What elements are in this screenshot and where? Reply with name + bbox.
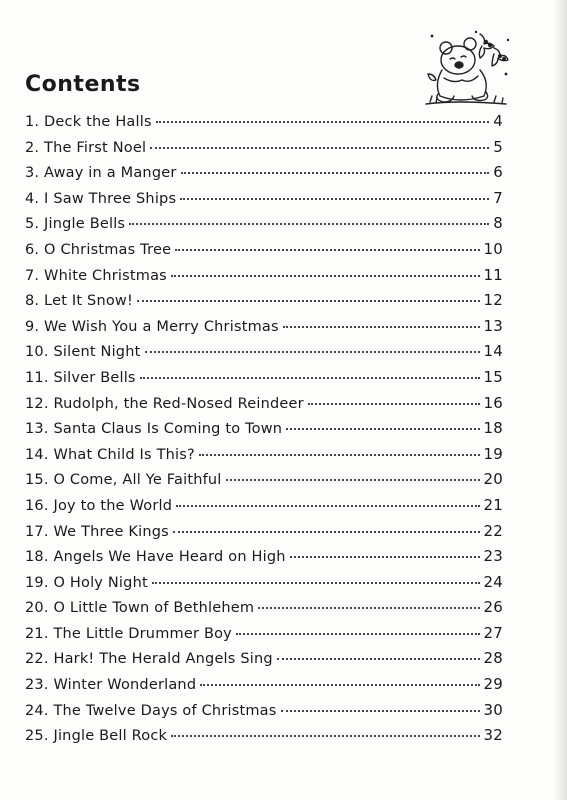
toc-leader-dots [286, 428, 479, 430]
toc-entry-title: 18. Angels We Have Heard on High [25, 549, 286, 566]
toc-entry-page-number: 12 [483, 291, 503, 310]
toc-entry-title: 16. Joy to the World [25, 497, 173, 514]
toc-entry [25, 189, 503, 215]
toc-leader-dots [199, 454, 480, 456]
toc-entry-page-number: 15 [483, 367, 503, 386]
toc-entry [25, 163, 503, 189]
toc-leader-dots [180, 198, 489, 200]
toc-entry [25, 573, 503, 599]
page-edge-shadow [553, 0, 567, 800]
toc-entry-title: 4. I Saw Three Ships [25, 190, 177, 207]
toc-leader-dots [171, 275, 480, 277]
toc-entry-title: 14. What Child Is This? [25, 446, 195, 463]
toc-entry-title: 20. O Little Town of Bethlehem [25, 600, 255, 617]
toc-entry [25, 342, 503, 368]
bear-illustration-art [424, 28, 512, 110]
toc-entry-page-number: 16 [483, 393, 503, 412]
toc-entry-title: 7. White Christmas [25, 267, 167, 284]
toc-entry-page-number: 24 [483, 572, 503, 591]
toc-entry [25, 470, 503, 496]
toc-entry-title: 2. The First Noel [25, 139, 147, 156]
toc-entry [25, 547, 503, 573]
toc-entry-title: 13. Santa Claus Is Coming to Town [25, 421, 283, 438]
toc-entry [25, 214, 503, 240]
toc-leader-dots [140, 377, 480, 379]
toc-leader-dots [226, 479, 480, 481]
toc-entry-title: 19. O Holy Night [25, 574, 148, 591]
toc-entry-page-number: 6 [493, 163, 503, 182]
toc-leader-dots [176, 505, 479, 507]
toc-entry-page-number: 29 [483, 675, 503, 694]
toc-entry-page-number: 28 [483, 649, 503, 668]
toc-entry-page-number: 20 [483, 470, 503, 489]
toc-entry-title: 11. Silver Bells [25, 369, 136, 386]
toc-entry-title: 12. Rudolph, the Red-Nosed Reindeer [25, 395, 304, 412]
toc-entry-title: 23. Winter Wonderland [25, 677, 197, 694]
toc-leader-dots [137, 300, 480, 302]
toc-entry-page-number: 11 [483, 265, 503, 284]
toc-entry-title: 5. Jingle Bells [25, 216, 126, 233]
toc-leader-dots [236, 633, 480, 635]
toc-leader-dots [283, 326, 480, 328]
toc-entry-page-number: 7 [493, 188, 503, 207]
toc-entry [25, 291, 503, 317]
toc-leader-dots [175, 249, 479, 251]
toc-entry-page-number: 30 [483, 700, 503, 719]
toc-leader-dots [281, 710, 480, 712]
toc-entry [25, 138, 503, 164]
toc-entry [25, 598, 503, 624]
toc-entry [25, 675, 503, 701]
toc-entry-page-number: 23 [483, 547, 503, 566]
toc-entry-title: 1. Deck the Halls [25, 114, 152, 130]
toc-entry-page-number: 8 [493, 214, 503, 233]
bear-illustration [424, 28, 512, 110]
toc-entry-page-number: 13 [483, 316, 503, 335]
toc-entry [25, 317, 503, 343]
table-of-contents [25, 112, 503, 752]
toc-entry-page-number: 10 [483, 239, 503, 258]
toc-leader-dots [150, 147, 489, 149]
toc-entry-title: 25. Jingle Bell Rock [25, 728, 168, 745]
toc-entry-page-number: 21 [483, 495, 503, 514]
toc-entry-page-number: 5 [493, 137, 503, 156]
toc-leader-dots [258, 607, 479, 609]
toc-entry [25, 368, 503, 394]
toc-entry-page-number: 4 [493, 112, 503, 130]
toc-entry-title: 17. We Three Kings [25, 523, 169, 540]
toc-leader-dots [152, 582, 480, 584]
toc-entry-title: 9. We Wish You a Merry Christmas [25, 318, 279, 335]
toc-entry [25, 445, 503, 471]
page-title: Contents [25, 72, 141, 97]
toc-entry-title: 21. The Little Drummer Boy [25, 625, 232, 642]
toc-leader-dots [173, 531, 480, 533]
toc-leader-dots [156, 121, 490, 123]
toc-leader-dots [145, 351, 480, 353]
toc-entry-page-number: 26 [483, 598, 503, 617]
toc-leader-dots [200, 684, 479, 686]
toc-entry [25, 701, 503, 727]
toc-leader-dots [171, 735, 479, 737]
toc-entry [25, 624, 503, 650]
toc-entry-title: 15. O Come, All Ye Faithful [25, 472, 222, 489]
toc-entry-title: 22. Hark! The Herald Angels Sing [25, 651, 273, 668]
toc-leader-dots [290, 556, 480, 558]
toc-entry-title: 6. O Christmas Tree [25, 241, 172, 258]
toc-entry [25, 112, 503, 138]
toc-entry-page-number: 32 [483, 726, 503, 745]
toc-entry-title: 8. Let It Snow! [25, 293, 133, 310]
toc-entry-title: 24. The Twelve Days of Christmas [25, 702, 277, 719]
toc-entry [25, 266, 503, 292]
toc-leader-dots [129, 223, 489, 225]
toc-entry-page-number: 18 [483, 419, 503, 438]
toc-entry [25, 522, 503, 548]
toc-entry [25, 726, 503, 752]
toc-leader-dots [277, 658, 480, 660]
toc-entry [25, 240, 503, 266]
toc-entry [25, 394, 503, 420]
toc-entry-page-number: 14 [483, 342, 503, 361]
toc-entry-title: 3. Away in a Manger [25, 165, 177, 182]
toc-entry [25, 419, 503, 445]
toc-entry-page-number: 22 [483, 521, 503, 540]
toc-leader-dots [308, 403, 480, 405]
toc-entry-page-number: 27 [483, 623, 503, 642]
toc-entry [25, 649, 503, 675]
toc-leader-dots [181, 172, 490, 174]
toc-entry [25, 496, 503, 522]
toc-entry-title: 10. Silent Night [25, 344, 141, 361]
toc-entry-page-number: 19 [483, 444, 503, 463]
